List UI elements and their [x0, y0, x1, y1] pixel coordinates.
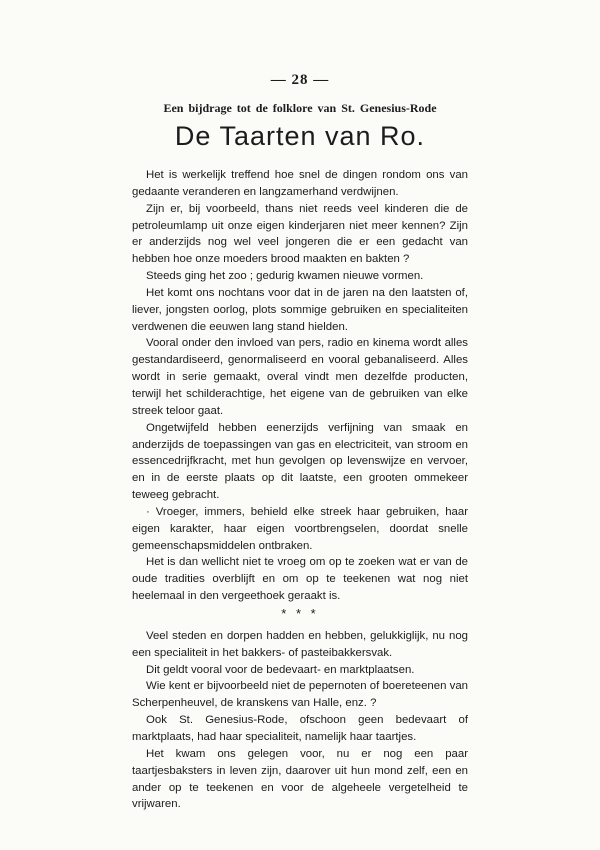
page-number: — 28 — — [270, 72, 330, 88]
paragraph: Het is dan wellicht niet te vroeg om op te zoeken wat er van de oude tradities overblijft en om op te teekenen wat nog niet heelemaal in den vergeethoek geraakt is. — [132, 556, 468, 603]
paragraph: · Vroeger, immers, behield elke streek haar gebruiken, haar eigen karakter, haar eigen voortbrengselen, doordat snelle gemeenschapsmiddelen ontbraken. — [132, 505, 468, 552]
paragraph: Ook St. Genesius-Rode, ofschoon geen bedevaart of marktplaats, had haar specialiteit, namelijk haar taartjes. — [132, 714, 468, 743]
paragraph: Dit geldt vooral voor de bedevaart- en marktplaatsen. — [146, 663, 415, 676]
paragraph: Wie kent er bijvoorbeeld niet de pepernoten of boereteenen van Scherpenheuvel, de kranskens van Halle, enz. ? — [132, 680, 468, 710]
article-title: De Taarten van Ro. — [174, 121, 426, 151]
paragraph: Het komt ons nochtans voor dat in de jaren na den laatsten of, liever, jongsten oorlog, plots sommige gebruiken en specialiteiten verdwenen die eeuwen lang stand hielden. — [132, 286, 468, 333]
paragraph: Ongetwijfeld hebben eenerzijds verfijning van smaak en anderzijds de toepassingen van gas en electriciteit, van stroom en essencedrijfkracht, met hun gevolgen op levenswijze en vervoer, en in de eerste plaats op dit laatste, een grooten ommekeer teweeg gebracht. — [132, 421, 468, 502]
subtitle-kicker: Een bijdrage tot de folklore van St. Genesius-Rode — [163, 101, 437, 115]
article-body — [132, 167, 468, 813]
paragraph: Vooral onder den invloed van pers, radio en kinema wordt alles gestandardiseerd, genormaliseerd en vooral gebanaliseerd. Alles wordt in serie gemaakt, overal vindt men dezelfde producten, terwijl het schilderachtige, het eigene van de gebruiken van elke streek teloor gaat. — [132, 337, 468, 417]
paragraph: Steeds ging het zoo ; gedurig kwamen nieuwe vormen. — [146, 270, 424, 283]
paragraph: Zijn er, bij voorbeeld, thans niet reeds veel kinderen die de petroleumlamp uit onze eigen kinderjaren niet meer kennen? Zijn er anderzijds nog wel veel jongeren die er een gedacht van hebben hoe onze moeders brood maakten en bakten ? — [132, 202, 468, 266]
paragraph: Het kwam ons gelegen voor, nu er nog een paar taartjesbaksters in leven zijn, daarover uit hun mond zelf, een en ander op te teekenen en voor de algeheele vergetelheid te vrijwaren. — [132, 747, 468, 811]
paragraph: Veel steden en dorpen hadden en hebben, gelukkiglijk, nu nog een specialiteit in het bakkers- of pasteibakkersvak. — [132, 629, 468, 659]
paragraph: Het is werkelijk treffend hoe snel de dingen rondom ons van gedaante veranderen en langzamerhand verdwijnen. — [132, 169, 468, 198]
section-separator: * * * — [281, 605, 319, 621]
